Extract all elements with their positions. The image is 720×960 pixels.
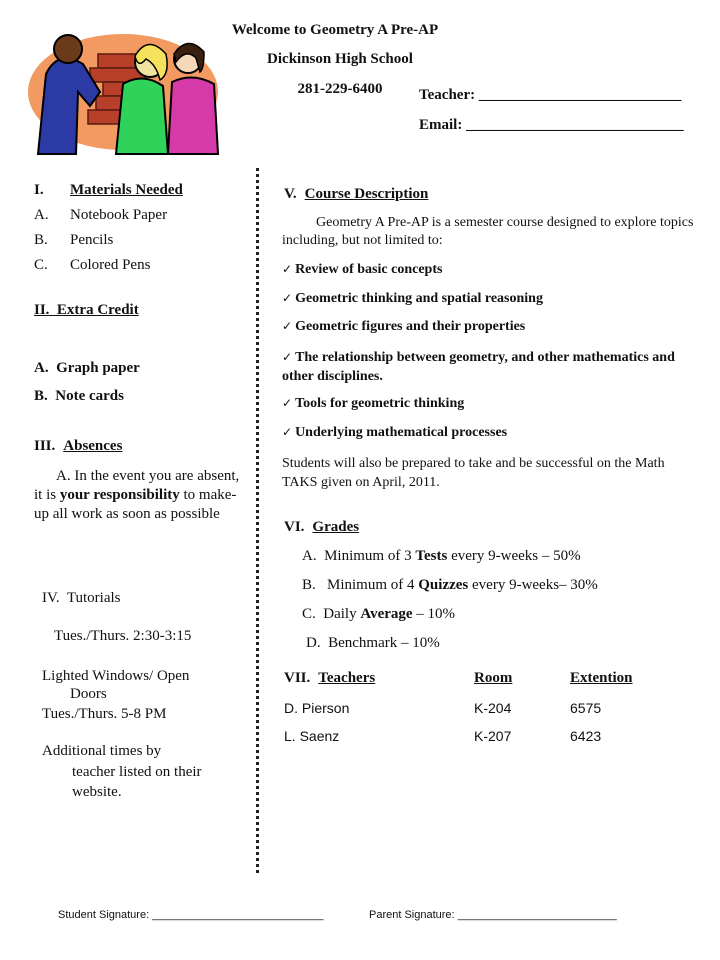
welcome-title: Welcome to Geometry A Pre-AP	[231, 22, 439, 38]
column-divider	[256, 168, 259, 873]
grade-item: A. Minimum of 3 Tests every 9-weeks – 50%	[302, 548, 581, 564]
topic-item: ✓ Geometric thinking and spatial reasoning	[282, 291, 543, 307]
section-title: Materials Needed	[70, 182, 183, 198]
topic-item: ✓ Review of basic concepts	[282, 262, 442, 278]
list-item: B. Note cards	[34, 388, 124, 404]
teacher-extension: 6423	[570, 728, 602, 744]
list-item: A. Notebook Paper	[34, 207, 168, 223]
materials-heading	[34, 182, 183, 199]
teacher-name: D. Pierson	[284, 700, 350, 716]
teacher-room: K-204	[474, 700, 512, 716]
tutorials-heading: IV. Tutorials	[42, 590, 121, 606]
parent-signature-line: Parent Signature: __________________________	[369, 909, 617, 921]
topic-item: ✓ The relationship between geometry, and other mathematics and other disciplines.	[282, 348, 692, 386]
topic-item: ✓ Underlying mathematical processes	[282, 425, 507, 441]
list-item: C. Colored Pens	[34, 257, 151, 273]
teachers-clipart-image	[28, 14, 228, 159]
topic-item: ✓ Geometric figures and their properties	[282, 319, 525, 335]
phone-number: 281-229-6400	[297, 81, 383, 97]
teacher-extension: 6575	[570, 700, 602, 716]
tutorial-location: Lighted Windows/ Open	[42, 668, 190, 684]
teacher-field: Teacher: ___________________________	[419, 87, 682, 103]
list-item: A. Graph paper	[34, 360, 140, 376]
email-field: Email: _____________________________	[419, 117, 684, 133]
teacher-room: K-207	[474, 728, 512, 744]
tutorial-time-2: Tues./Thurs. 5-8 PM	[42, 706, 167, 722]
course-intro: Geometry A Pre-AP is a semester course designed to explore topics including, but not limited to:	[282, 215, 694, 248]
extension-column-header: Extention	[570, 670, 633, 686]
list-item: B. Pencils	[34, 232, 114, 248]
additional-times: Additional times by	[42, 743, 162, 759]
section-number: I.	[34, 182, 44, 198]
additional-times-cont: website.	[72, 784, 122, 800]
school-name: Dickinson High School	[267, 51, 413, 67]
absences-heading: III. Absences	[34, 438, 123, 454]
room-column-header: Room	[474, 670, 513, 686]
grade-item: C. Daily Average – 10%	[302, 606, 456, 622]
tutorial-time: Tues./Thurs. 2:30-3:15	[54, 628, 192, 644]
teachers-heading: VII. Teachers	[284, 670, 376, 686]
tutorial-location-cont: Doors	[70, 686, 107, 702]
taks-note: Students will also be prepared to take and be successful on the Math TAKS given on April, 2011.	[282, 456, 665, 490]
absences-text: A. In the event you are absent, it is your responsibility to make-up all work as soon as possible	[34, 468, 240, 522]
extra-credit-heading: II. Extra Credit	[34, 302, 139, 318]
additional-times-cont: teacher listed on their	[72, 764, 202, 780]
course-description-heading: V. Course Description	[284, 186, 429, 202]
teacher-name: L. Saenz	[284, 728, 340, 744]
topic-item: ✓ Tools for geometric thinking	[282, 396, 464, 412]
grade-item: D. Benchmark – 10%	[306, 635, 440, 651]
grade-item: B. Minimum of 4 Quizzes every 9-weeks– 30%	[302, 577, 598, 593]
student-signature-line: Student Signature: ____________________________	[58, 909, 324, 921]
grades-heading: VI. Grades	[284, 519, 360, 535]
